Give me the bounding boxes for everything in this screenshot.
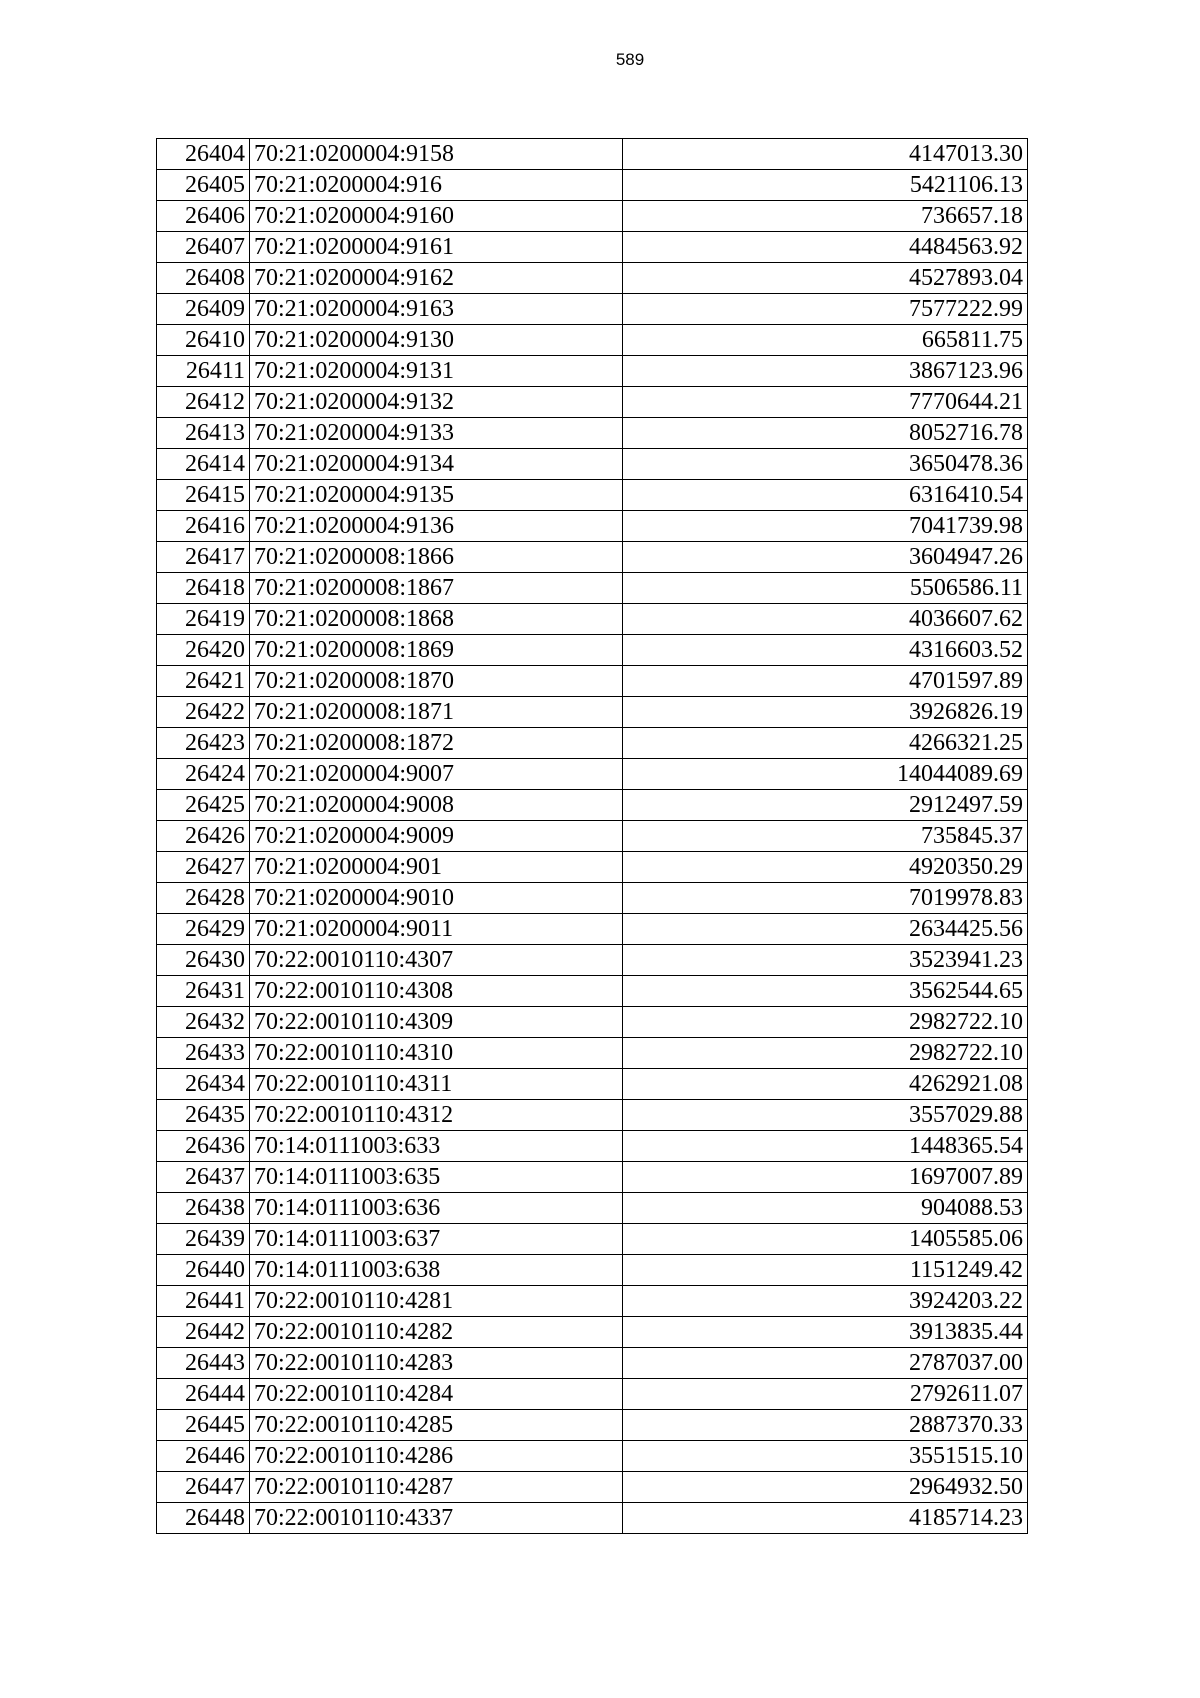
table-row — [157, 542, 1028, 573]
table-row — [157, 449, 1028, 480]
cadastral-value-cell: 2792611.07 — [623, 1379, 1028, 1410]
row-number-cell: 26430 — [157, 945, 250, 976]
cadastral-value-cell: 3562544.65 — [623, 976, 1028, 1007]
cadastral-number-cell: 70:21:0200008:1867 — [250, 573, 623, 604]
row-number-cell: 26416 — [157, 511, 250, 542]
cadastral-value-cell: 2912497.59 — [623, 790, 1028, 821]
table-row — [157, 1100, 1028, 1131]
row-number-cell: 26440 — [157, 1255, 250, 1286]
table-row — [157, 511, 1028, 542]
table-row — [157, 852, 1028, 883]
cadastral-number-cell: 70:21:0200004:9133 — [250, 418, 623, 449]
cadastral-value-cell: 4185714.23 — [623, 1503, 1028, 1534]
row-number-cell: 26431 — [157, 976, 250, 1007]
table-row — [157, 201, 1028, 232]
cadastral-value-cell: 3557029.88 — [623, 1100, 1028, 1131]
cadastral-number-cell: 70:21:0200004:9010 — [250, 883, 623, 914]
page-number: 589 — [615, 50, 645, 69]
table-row — [157, 1038, 1028, 1069]
cadastral-number-cell: 70:22:0010110:4284 — [250, 1379, 623, 1410]
cadastral-value-cell: 4266321.25 — [623, 728, 1028, 759]
cadastral-number-cell: 70:21:0200004:901 — [250, 852, 623, 883]
table-row — [157, 666, 1028, 697]
cadastral-value-cell: 3551515.10 — [623, 1441, 1028, 1472]
cadastral-number-cell: 70:21:0200004:9134 — [250, 449, 623, 480]
table-row — [157, 170, 1028, 201]
cadastral-number-cell: 70:14:0111003:635 — [250, 1162, 623, 1193]
row-number-cell: 26427 — [157, 852, 250, 883]
row-number-cell: 26442 — [157, 1317, 250, 1348]
cadastral-value-cell: 4147013.30 — [623, 139, 1028, 170]
cadastral-number-cell: 70:21:0200004:9162 — [250, 263, 623, 294]
row-number-cell: 26419 — [157, 604, 250, 635]
row-number-cell: 26443 — [157, 1348, 250, 1379]
cadastral-number-cell: 70:21:0200008:1870 — [250, 666, 623, 697]
cadastral-number-cell: 70:22:0010110:4283 — [250, 1348, 623, 1379]
row-number-cell: 26438 — [157, 1193, 250, 1224]
cadastral-value-cell: 7041739.98 — [623, 511, 1028, 542]
row-number-cell: 26422 — [157, 697, 250, 728]
row-number-cell: 26428 — [157, 883, 250, 914]
table-row — [157, 418, 1028, 449]
cadastral-number-cell: 70:21:0200008:1866 — [250, 542, 623, 573]
cadastral-value-cell: 6316410.54 — [623, 480, 1028, 511]
table-row — [157, 790, 1028, 821]
table-row — [157, 1007, 1028, 1038]
cadastral-number-cell: 70:22:0010110:4337 — [250, 1503, 623, 1534]
cadastral-value-cell: 2887370.33 — [623, 1410, 1028, 1441]
row-number-cell: 26447 — [157, 1472, 250, 1503]
row-number-cell: 26434 — [157, 1069, 250, 1100]
table-row — [157, 728, 1028, 759]
cadastral-number-cell: 70:22:0010110:4310 — [250, 1038, 623, 1069]
cadastral-value-cell: 3523941.23 — [623, 945, 1028, 976]
table-row — [157, 604, 1028, 635]
cadastral-number-cell: 70:21:0200008:1871 — [250, 697, 623, 728]
table-row — [157, 1162, 1028, 1193]
cadastral-number-cell: 70:14:0111003:636 — [250, 1193, 623, 1224]
table-row — [157, 1503, 1028, 1534]
table-row — [157, 1472, 1028, 1503]
row-number-cell: 26444 — [157, 1379, 250, 1410]
row-number-cell: 26412 — [157, 387, 250, 418]
cadastral-number-cell: 70:22:0010110:4311 — [250, 1069, 623, 1100]
cadastral-number-cell: 70:21:0200004:9011 — [250, 914, 623, 945]
row-number-cell: 26445 — [157, 1410, 250, 1441]
row-number-cell: 26417 — [157, 542, 250, 573]
row-number-cell: 26441 — [157, 1286, 250, 1317]
table-body — [157, 139, 1028, 1534]
cadastral-value-cell: 7019978.83 — [623, 883, 1028, 914]
table-row — [157, 325, 1028, 356]
row-number-cell: 26410 — [157, 325, 250, 356]
table-row — [157, 294, 1028, 325]
cadastral-value-cell: 5506586.11 — [623, 573, 1028, 604]
table-row — [157, 1379, 1028, 1410]
cadastral-number-cell: 70:21:0200004:9136 — [250, 511, 623, 542]
table-row — [157, 759, 1028, 790]
cadastral-number-cell: 70:14:0111003:638 — [250, 1255, 623, 1286]
cadastral-number-cell: 70:21:0200004:9161 — [250, 232, 623, 263]
table-row — [157, 573, 1028, 604]
cadastral-number-cell: 70:21:0200004:9160 — [250, 201, 623, 232]
row-number-cell: 26436 — [157, 1131, 250, 1162]
cadastral-number-cell: 70:21:0200004:9158 — [250, 139, 623, 170]
cadastral-value-cell: 904088.53 — [623, 1193, 1028, 1224]
row-number-cell: 26408 — [157, 263, 250, 294]
table-row — [157, 1255, 1028, 1286]
table-row — [157, 945, 1028, 976]
table-row — [157, 635, 1028, 666]
row-number-cell: 26406 — [157, 201, 250, 232]
row-number-cell: 26421 — [157, 666, 250, 697]
cadastral-value-cell: 735845.37 — [623, 821, 1028, 852]
table-row — [157, 356, 1028, 387]
cadastral-number-cell: 70:22:0010110:4287 — [250, 1472, 623, 1503]
table-row — [157, 1131, 1028, 1162]
row-number-cell: 26424 — [157, 759, 250, 790]
table-row — [157, 263, 1028, 294]
cadastral-value-cell: 2634425.56 — [623, 914, 1028, 945]
cadastral-number-cell: 70:22:0010110:4281 — [250, 1286, 623, 1317]
cadastral-number-cell: 70:21:0200004:9132 — [250, 387, 623, 418]
cadastral-value-cell: 5421106.13 — [623, 170, 1028, 201]
cadastral-number-cell: 70:14:0111003:633 — [250, 1131, 623, 1162]
row-number-cell: 26413 — [157, 418, 250, 449]
cadastral-value-cell: 3867123.96 — [623, 356, 1028, 387]
table-row — [157, 883, 1028, 914]
cadastral-number-cell: 70:22:0010110:4285 — [250, 1410, 623, 1441]
cadastral-value-table — [156, 138, 1028, 1534]
cadastral-value-cell: 736657.18 — [623, 201, 1028, 232]
row-number-cell: 26404 — [157, 139, 250, 170]
cadastral-value-cell: 1697007.89 — [623, 1162, 1028, 1193]
table-row — [157, 976, 1028, 1007]
cadastral-number-cell: 70:21:0200004:9009 — [250, 821, 623, 852]
row-number-cell: 26433 — [157, 1038, 250, 1069]
cadastral-value-cell: 3924203.22 — [623, 1286, 1028, 1317]
cadastral-value-cell: 2787037.00 — [623, 1348, 1028, 1379]
row-number-cell: 26426 — [157, 821, 250, 852]
cadastral-value-cell: 2982722.10 — [623, 1038, 1028, 1069]
cadastral-number-cell: 70:21:0200004:9130 — [250, 325, 623, 356]
row-number-cell: 26446 — [157, 1441, 250, 1472]
cadastral-number-cell: 70:22:0010110:4282 — [250, 1317, 623, 1348]
row-number-cell: 26411 — [157, 356, 250, 387]
cadastral-number-cell: 70:21:0200008:1868 — [250, 604, 623, 635]
cadastral-value-cell: 2982722.10 — [623, 1007, 1028, 1038]
row-number-cell: 26448 — [157, 1503, 250, 1534]
cadastral-number-cell: 70:22:0010110:4307 — [250, 945, 623, 976]
table-row — [157, 697, 1028, 728]
cadastral-value-cell: 1151249.42 — [623, 1255, 1028, 1286]
cadastral-value-cell: 7577222.99 — [623, 294, 1028, 325]
cadastral-number-cell: 70:21:0200004:9007 — [250, 759, 623, 790]
cadastral-number-cell: 70:21:0200004:9131 — [250, 356, 623, 387]
table-row — [157, 1193, 1028, 1224]
table-row — [157, 821, 1028, 852]
cadastral-value-cell: 4316603.52 — [623, 635, 1028, 666]
row-number-cell: 26409 — [157, 294, 250, 325]
table-row — [157, 1317, 1028, 1348]
cadastral-value-cell: 665811.75 — [623, 325, 1028, 356]
row-number-cell: 26429 — [157, 914, 250, 945]
table-row — [157, 232, 1028, 263]
cadastral-value-cell: 14044089.69 — [623, 759, 1028, 790]
table-row — [157, 139, 1028, 170]
cadastral-value-cell: 4527893.04 — [623, 263, 1028, 294]
table-row — [157, 387, 1028, 418]
cadastral-number-cell: 70:22:0010110:4312 — [250, 1100, 623, 1131]
row-number-cell: 26425 — [157, 790, 250, 821]
table-row — [157, 1224, 1028, 1255]
row-number-cell: 26415 — [157, 480, 250, 511]
cadastral-value-cell: 1405585.06 — [623, 1224, 1028, 1255]
cadastral-value-cell: 2964932.50 — [623, 1472, 1028, 1503]
row-number-cell: 26414 — [157, 449, 250, 480]
cadastral-value-cell: 4701597.89 — [623, 666, 1028, 697]
table-row — [157, 1441, 1028, 1472]
cadastral-value-cell: 3926826.19 — [623, 697, 1028, 728]
cadastral-value-cell: 3604947.26 — [623, 542, 1028, 573]
cadastral-number-cell: 70:14:0111003:637 — [250, 1224, 623, 1255]
row-number-cell: 26423 — [157, 728, 250, 759]
cadastral-value-cell: 4262921.08 — [623, 1069, 1028, 1100]
row-number-cell: 26420 — [157, 635, 250, 666]
table-row — [157, 1069, 1028, 1100]
table-row — [157, 914, 1028, 945]
cadastral-number-cell: 70:21:0200004:9135 — [250, 480, 623, 511]
row-number-cell: 26435 — [157, 1100, 250, 1131]
cadastral-number-cell: 70:22:0010110:4308 — [250, 976, 623, 1007]
cadastral-number-cell: 70:22:0010110:4309 — [250, 1007, 623, 1038]
table-row — [157, 1348, 1028, 1379]
table-row — [157, 1410, 1028, 1441]
row-number-cell: 26432 — [157, 1007, 250, 1038]
cadastral-value-cell: 8052716.78 — [623, 418, 1028, 449]
row-number-cell: 26418 — [157, 573, 250, 604]
cadastral-number-cell: 70:21:0200004:9163 — [250, 294, 623, 325]
cadastral-value-cell: 1448365.54 — [623, 1131, 1028, 1162]
cadastral-number-cell: 70:21:0200004:916 — [250, 170, 623, 201]
cadastral-value-cell: 4484563.92 — [623, 232, 1028, 263]
cadastral-number-cell: 70:22:0010110:4286 — [250, 1441, 623, 1472]
cadastral-value-cell: 4036607.62 — [623, 604, 1028, 635]
row-number-cell: 26405 — [157, 170, 250, 201]
row-number-cell: 26437 — [157, 1162, 250, 1193]
cadastral-value-cell: 7770644.21 — [623, 387, 1028, 418]
row-number-cell: 26439 — [157, 1224, 250, 1255]
cadastral-value-cell: 4920350.29 — [623, 852, 1028, 883]
cadastral-number-cell: 70:21:0200004:9008 — [250, 790, 623, 821]
row-number-cell: 26407 — [157, 232, 250, 263]
cadastral-value-cell: 3650478.36 — [623, 449, 1028, 480]
cadastral-number-cell: 70:21:0200008:1869 — [250, 635, 623, 666]
cadastral-value-cell: 3913835.44 — [623, 1317, 1028, 1348]
cadastral-number-cell: 70:21:0200008:1872 — [250, 728, 623, 759]
table-row — [157, 480, 1028, 511]
table-row — [157, 1286, 1028, 1317]
